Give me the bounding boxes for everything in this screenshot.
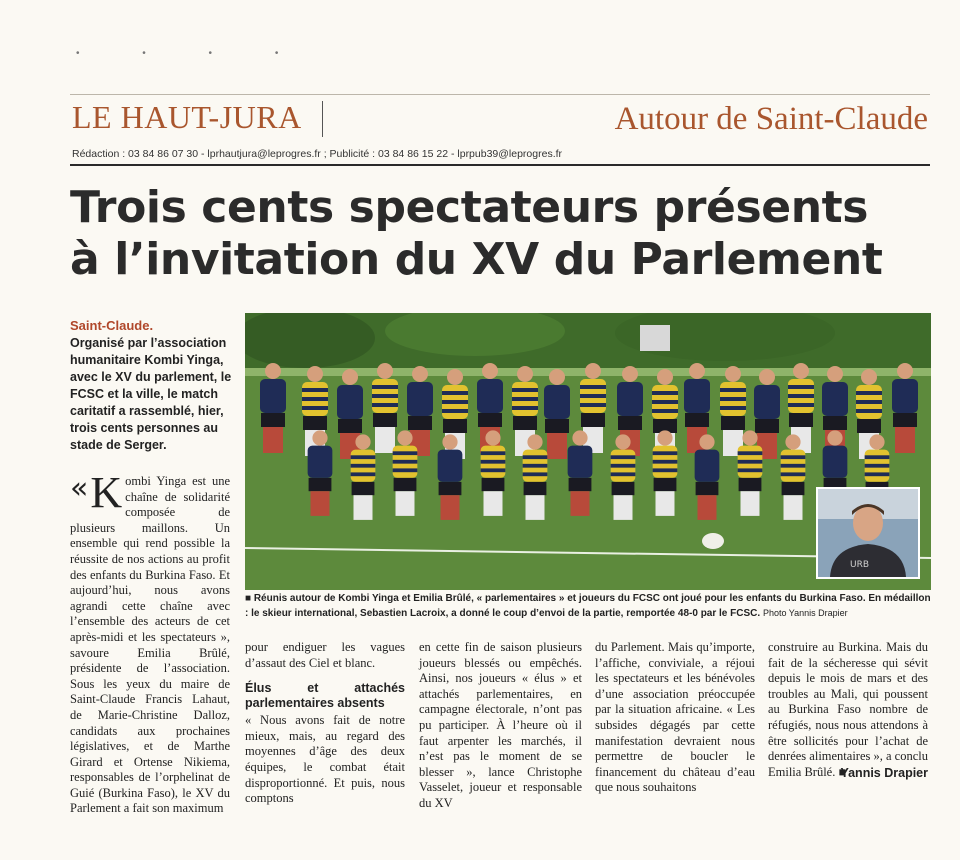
medallion-photo — [816, 487, 920, 579]
contact-line: Rédaction : 03 84 86 07 30 - lprhautjura@leprogres.fr ; Publicité : 03 84 86 15 22 - lprpub39@leprogres.fr — [72, 148, 563, 160]
column-2-text-continued: « Nous avons fait de notre mieux, mais, au regard des moyennes d’âge des deux équipes, le combat était disproportionné. Et puis, nous comptons — [245, 713, 405, 806]
contact-rule — [70, 164, 930, 166]
subsection-title: Autour de Saint-Claude — [614, 101, 928, 137]
photo-caption — [245, 592, 931, 621]
headline — [70, 182, 950, 286]
article-lead: Organisé par l’association humanitaire Kombi Yinga, avec le XV du parlement, le FCSC et la ville, le match caritatif a rassemblé, hier, trois cents personnes au stade de Serger. — [70, 336, 232, 452]
article-subhead: Élus et attachés parlementaires absents — [245, 681, 405, 711]
headline-line-2: à l’invitation du XV du Parlement — [70, 234, 883, 285]
column-5-text: construire au Burkina. Mais du fait de la sécheresse qui sévit depuis le mois de mars et des troubles au Mali, qui poussent au Burkina Faso nombre de réfugiés, nous nous attendons à être sollicités pour l’achat de denrées alimentaires », a conclu Emilia Brûlé. ■ — [768, 640, 928, 779]
column-3-text: en cette fin de saison plusieurs joueurs blessés ou empêchés. Ainsi, nos joueurs « élus » et attachés parlementaires, en campagne électorale, n’ont pas pu participer. À l’heure où il faut arpenter les marchés, il n’est pas le moment de se blesser », lance Christophe Vasselet, joueur et responsable du XV — [419, 640, 582, 810]
photo-credit: Photo Yannis Drapier — [762, 608, 848, 618]
article-column-2 — [245, 640, 405, 807]
column-1-text: ombi Yinga est une chaîne de solidarité composée de plusieurs maillons. Un ensemble qui rend possible la réussite de nos actions au profit des enfants du Burkina Faso. Et aujourd’hui, nous avons agrandi cette chaîne avec l’ensemble des acteurs de cet après-midi et les spectateurs », savoure Emilia Brûlé, présidente de l’association. Sous les yeux du maire de Saint-Claude Francis Lahaut, de Marie-Christine Dalloz, candidats aux prochaines législatives, et de Marthe Girard et Ortense Nikiema, responsables de l’orphelinat de Guié (Burkina Faso), le XV du Parlement a fait son maximum — [70, 474, 230, 816]
drop-cap: K — [90, 468, 123, 517]
article-column-5 — [768, 640, 928, 780]
svg-text:URB: URB — [850, 560, 870, 570]
column-4-text: du Parlement. Mais qu’importe, l’affiche, conviviale, a réjoui les spectateurs et les bénévoles d’une association préoccupée par la situation africaine. « Les subsides dégagés par cette manifestation devraient nous permettre de boucler le financement du château d’eau que nous souhaitons — [595, 640, 755, 795]
article-column-4 — [595, 640, 755, 796]
opening-quote-mark: « — [70, 471, 89, 506]
top-rule — [70, 94, 930, 95]
article-column-1 — [70, 468, 230, 817]
column-2-text: pour endiguer les vagues d’assaut des Ciel et blanc. — [245, 640, 405, 670]
section-divider — [322, 101, 323, 137]
section-title: LE HAUT-JURA — [72, 99, 302, 135]
caption-text: ■ Réunis autour de Kombi Yinga et Emilia Brûlé, « parlementaires » et joueurs du FCSC ont joué pour les enfants du Burkina Faso. En médaillon : le skieur international, Sebastien Lacroix, a donné le coup d’envoi de la partie, remportée 48-0 par le FCSC. — [245, 593, 931, 619]
author-signature: Yannis Drapier — [840, 766, 928, 780]
decorative-dots: • • • • — [76, 48, 309, 59]
article-column-3 — [419, 640, 582, 812]
headline-line-1: Trois cents spectateurs présents — [70, 182, 869, 233]
dateline-place: Saint-Claude. — [70, 318, 154, 333]
